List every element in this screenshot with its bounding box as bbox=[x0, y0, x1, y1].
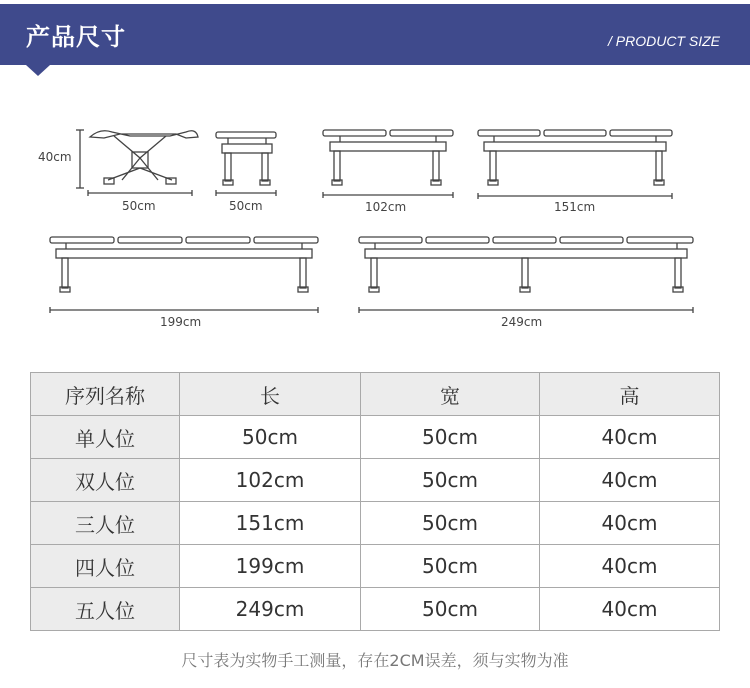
three-seat-label: 151cm bbox=[554, 200, 596, 214]
table-row bbox=[31, 545, 720, 588]
size-table bbox=[30, 372, 720, 631]
table-row bbox=[31, 416, 720, 459]
header-name: 序列名称 bbox=[31, 373, 180, 416]
row-height: 40cm bbox=[540, 502, 720, 545]
row-length: 50cm bbox=[180, 416, 361, 459]
four-seat-label: 199cm bbox=[160, 315, 202, 329]
row-width: 50cm bbox=[361, 502, 540, 545]
table-row bbox=[31, 459, 720, 502]
header-notch bbox=[26, 65, 50, 76]
row-name: 双人位 bbox=[31, 459, 180, 502]
row-name: 三人位 bbox=[31, 502, 180, 545]
row-height: 40cm bbox=[540, 545, 720, 588]
side-view-chair bbox=[88, 131, 198, 213]
height-dimension bbox=[38, 130, 84, 188]
row-width: 50cm bbox=[361, 459, 540, 502]
row-length: 199cm bbox=[180, 545, 361, 588]
five-seat-bench bbox=[359, 237, 693, 329]
row-name: 五人位 bbox=[31, 588, 180, 631]
row-name: 四人位 bbox=[31, 545, 180, 588]
page-title: 产品尺寸 bbox=[26, 23, 126, 51]
row-name: 单人位 bbox=[31, 416, 180, 459]
row-height: 40cm bbox=[540, 588, 720, 631]
two-seat-label: 102cm bbox=[365, 200, 407, 214]
row-length: 102cm bbox=[180, 459, 361, 502]
row-height: 40cm bbox=[540, 416, 720, 459]
header-width: 宽 bbox=[361, 373, 540, 416]
table-header-row bbox=[31, 373, 720, 416]
header-length: 长 bbox=[180, 373, 361, 416]
page-subtitle: / PRODUCT SIZE bbox=[607, 33, 720, 49]
side-width-label: 50cm bbox=[122, 199, 156, 213]
measurement-note: 尺寸表为实物手工测量，存在2CM误差，须与实物为准 bbox=[181, 651, 569, 670]
table-row bbox=[31, 588, 720, 631]
row-width: 50cm bbox=[361, 416, 540, 459]
front-view-single-chair bbox=[216, 132, 276, 213]
row-height: 40cm bbox=[540, 459, 720, 502]
front-width-label: 50cm bbox=[229, 199, 263, 213]
row-length: 249cm bbox=[180, 588, 361, 631]
row-width: 50cm bbox=[361, 588, 540, 631]
dimension-diagram bbox=[0, 110, 750, 340]
header-height: 高 bbox=[540, 373, 720, 416]
two-seat-bench bbox=[323, 130, 453, 214]
table-row bbox=[31, 502, 720, 545]
height-label: 40cm bbox=[38, 150, 72, 164]
three-seat-bench bbox=[478, 130, 672, 214]
row-width: 50cm bbox=[361, 545, 540, 588]
five-seat-label: 249cm bbox=[501, 315, 543, 329]
four-seat-bench bbox=[50, 237, 318, 329]
row-length: 151cm bbox=[180, 502, 361, 545]
